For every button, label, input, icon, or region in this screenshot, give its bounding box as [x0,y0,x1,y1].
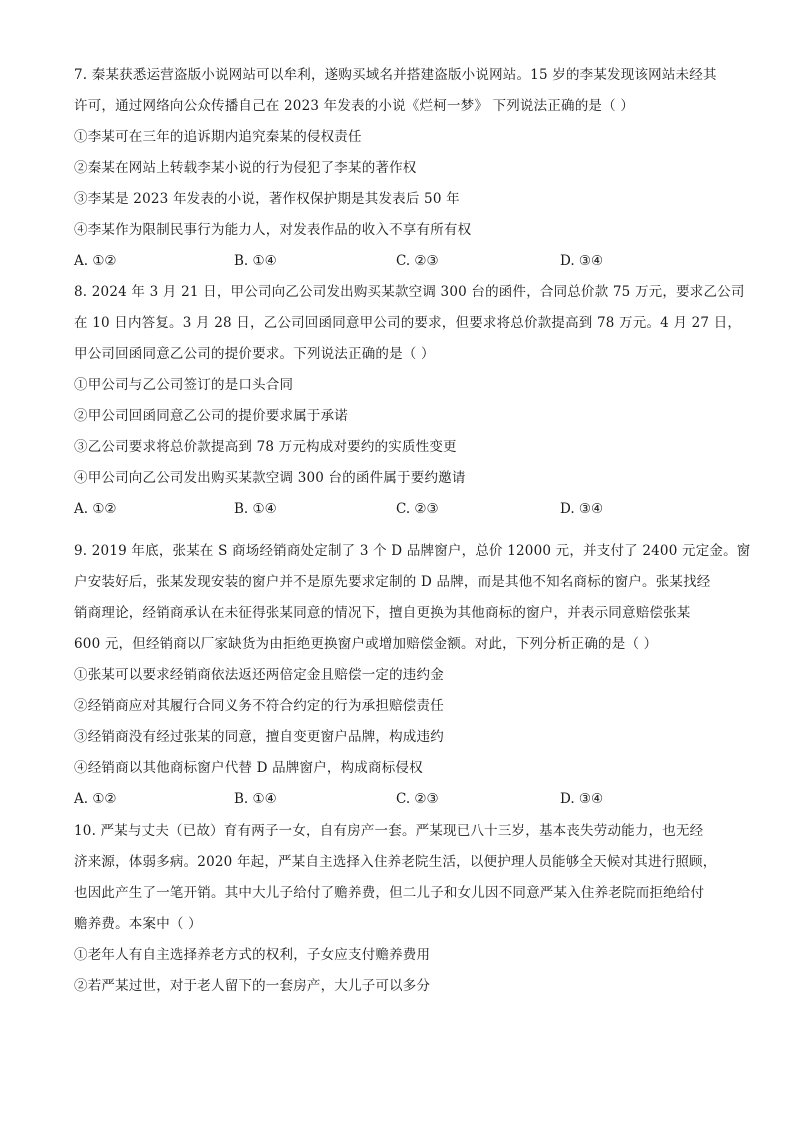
question-stem-line: 9. 2019 年底，张某在 S 商场经销商处定制了 3 个 D 品牌窗户，总价 12000 元，并支付了 2400 元定金。窗 [74,543,751,559]
question-stem-line: 济来源，体弱多病。2020 年起，严某自主选择入住养老院生活，以便护理人员能够全天候对其进行照顾， [74,854,717,870]
statement: ①张某可以要求经销商依法返还两倍定金且赔偿一定的违约金 [74,667,444,683]
question-stem-line: 也因此产生了一笔开销。其中大儿子给付了赡养费，但二儿子和女儿因不同意严某入住养老院而拒绝给付 [74,885,705,901]
statement: ①老年人有自主选择养老方式的权利，子女应支付赡养费用 [74,947,431,963]
statement: ②甲公司回函同意乙公司的提价要求属于承诺 [74,408,348,424]
statement: ③李某是 2023 年发表的小说，著作权保护期是其发表后 50 年 [74,191,460,207]
question-7 [74,60,724,277]
statement: ②若严某过世，对于老人留下的一套房产，大儿子可以多分 [74,978,431,994]
question-stem-line: 许可，通过网络向公众传播自己在 2023 年发表的小说《烂柯一梦》 下列说法正确的是（ ） [74,98,635,114]
option-a[interactable]: A. ①② [74,501,117,517]
answer-options [74,494,724,525]
option-b[interactable]: B. ①④ [234,791,277,807]
question-10 [74,816,724,1002]
statement: ①甲公司与乙公司签订的是口头合同 [74,377,294,393]
statement: ①李某可在三年的追诉期内追究秦某的侵权责任 [74,129,362,145]
option-c[interactable]: C. ②③ [396,253,439,269]
statement: ②经销商应对其履行合同义务不符合约定的行为承担赔偿责任 [74,698,444,714]
question-stem-line: 8. 2024 年 3 月 21 日，甲公司向乙公司发出购买某款空调 300 台的函件，合同总价款 75 万元，要求乙公司 [74,284,745,300]
question-stem-line: 户安装好后，张某发现安装的窗户并不是原先要求定制的 D 品牌，而是其他不知名商标的窗户。张某找经 [74,574,711,590]
question-stem-line: 销商理论，经销商承认在未征得张某同意的情况下，擅自更换为其他商标的窗户，并表示同意赔偿张某 [74,605,691,621]
option-b[interactable]: B. ①④ [234,501,277,517]
question-stem-line: 在 10 日内答复。3 月 28 日，乙公司回函同意甲公司的要求，但要求将总价款提高到 78 万元。4 月 27 日， [74,315,742,331]
statement: ④李某作为限制民事行为能力人，对发表作品的收入不享有所有权 [74,222,472,238]
question-stem-line: 10. 严某与丈夫（已故）育有两子一女，自有房产一套。严某现已八十三岁，基本丧失劳动能力，也无经 [74,823,704,839]
question-stem-line: 赡养费。本案中（ ） [74,916,202,932]
option-d[interactable]: D. ③④ [560,253,604,269]
statement: ②秦某在网站上转载李某小说的行为侵犯了李某的著作权 [74,160,417,176]
option-c[interactable]: C. ②③ [396,791,439,807]
option-a[interactable]: A. ①② [74,253,117,269]
option-a[interactable]: A. ①② [74,791,117,807]
statement: ③乙公司要求将总价款提高到 78 万元构成对要约的实质性变更 [74,439,457,455]
statement: ③经销商没有经过张某的同意，擅自变更窗户品牌，构成违约 [74,729,444,745]
question-stem-line: 7. 秦某获悉运营盗版小说网站可以牟利，遂购买域名并搭建盗版小说网站。15 岁的李某发现该网站未经其 [74,67,717,83]
option-c[interactable]: C. ②③ [396,501,439,517]
question-9 [74,536,751,815]
answer-options [74,784,724,815]
statement: ④甲公司向乙公司发出购买某款空调 300 台的函件属于要约邀请 [74,470,466,486]
question-8 [74,277,745,525]
option-d[interactable]: D. ③④ [560,791,604,807]
question-stem-line: 甲公司回函同意乙公司的提价要求。下列说法正确的是（ ） [74,346,435,362]
statement: ④经销商以其他商标窗户代替 D 品牌窗户，构成商标侵权 [74,760,423,776]
option-b[interactable]: B. ①④ [234,253,277,269]
answer-options [74,246,724,277]
question-stem-line: 600 元，但经销商以厂家缺货为由拒绝更换窗户或增加赔偿金额。对此，下列分析正确的是（ ） [74,636,658,652]
option-d[interactable]: D. ③④ [560,501,604,517]
